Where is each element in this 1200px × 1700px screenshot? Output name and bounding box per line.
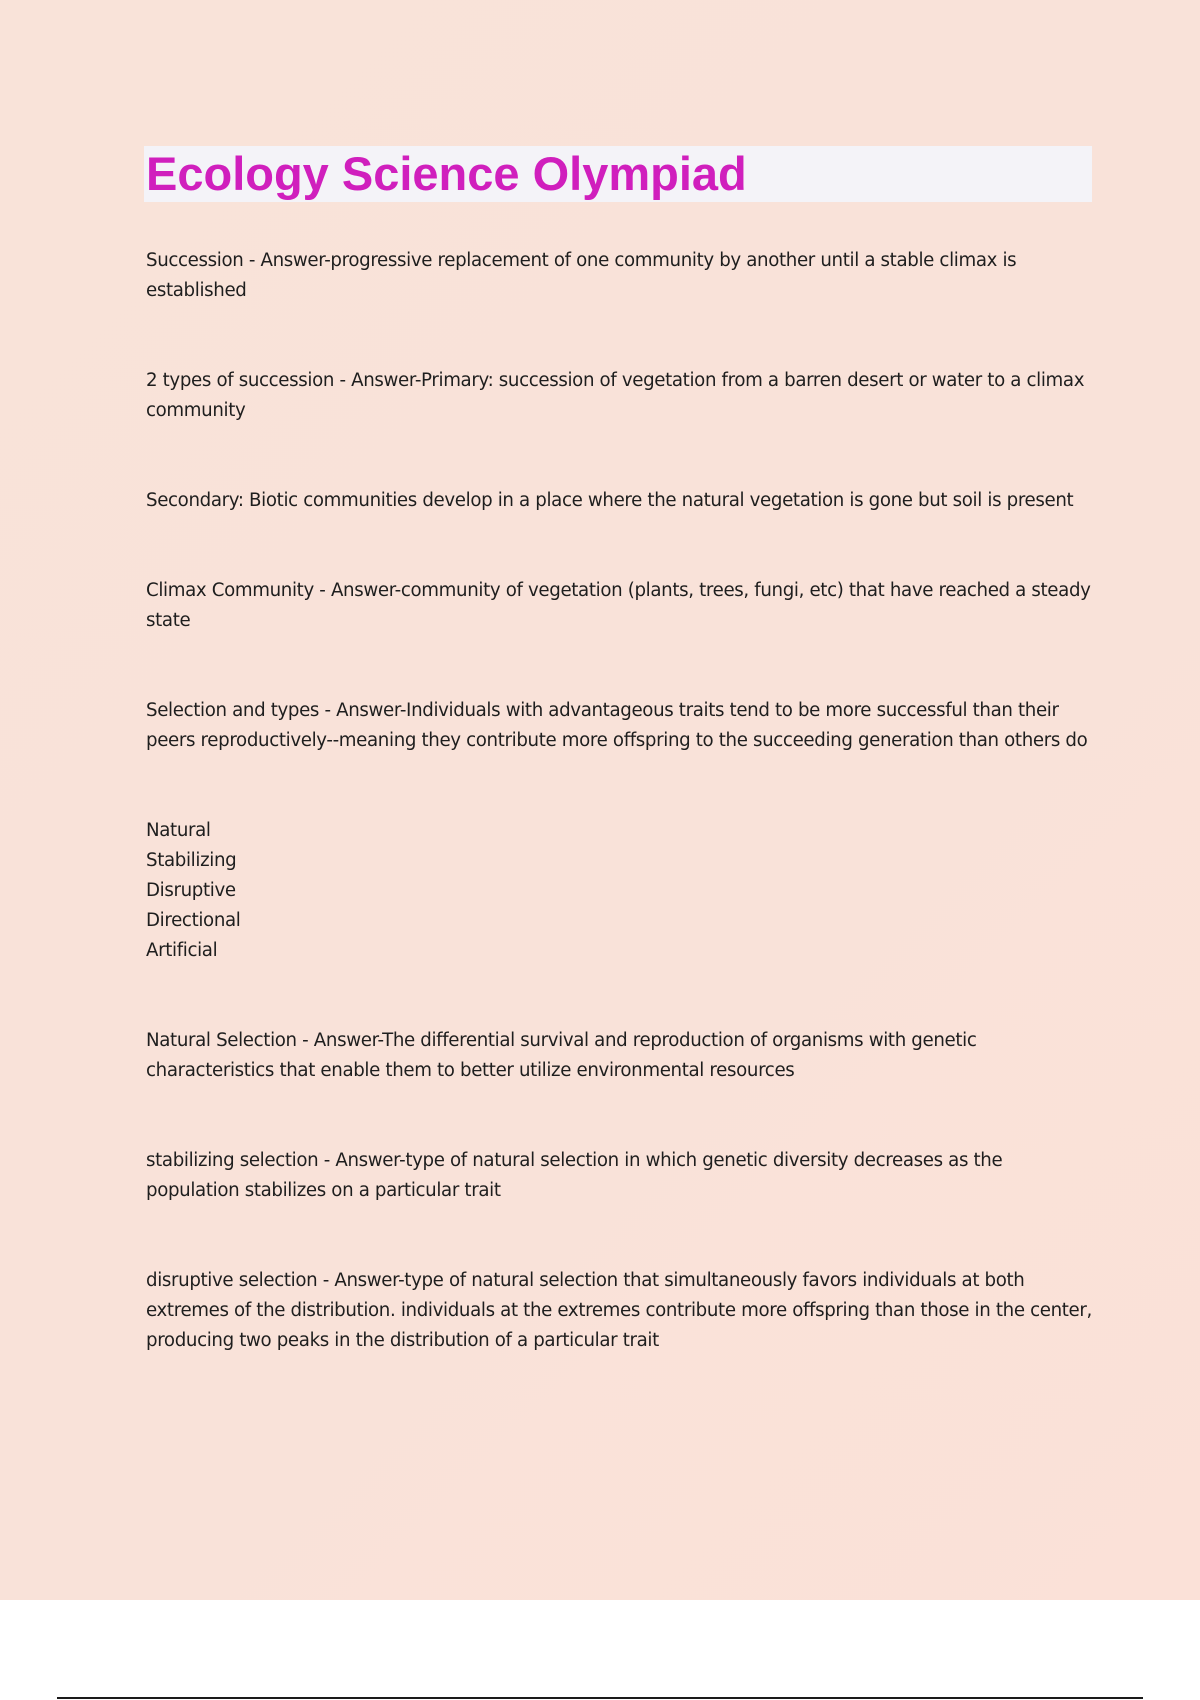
list-item: Disruptive [146, 880, 236, 901]
entry-climax-community: Climax Community - Answer-community of vegetation (plants, trees, fungi, etc) that have reached a steady state [146, 580, 1091, 631]
list-item: Stabilizing [146, 850, 237, 871]
list-item: Natural [146, 820, 211, 841]
entry-selection-and-types: Selection and types - Answer-Individuals with advantageous traits tend to be more successful than their peers reproductively--meaning they contribute more offspring to the succeeding generation than others do [146, 700, 1088, 751]
entry-types-of-succession: 2 types of succession - Answer-Primary: succession of vegetation from a barren desert or water to a climax community [146, 370, 1085, 421]
list-item: Directional [146, 910, 241, 931]
selection-types-list [146, 816, 1094, 966]
document-body [146, 246, 1094, 1356]
entry-disruptive-selection: disruptive selection - Answer-type of natural selection that simultaneously favors individuals at both extremes of the distribution. individuals at the extremes contribute more offspring than those in the center, producing two peaks in the distribution of a particular trait [146, 1270, 1092, 1351]
entry-natural-selection: Natural Selection - Answer-The differential survival and reproduction of organisms with genetic characteristics that enable them to better utilize environmental resources [146, 1030, 977, 1081]
footer-rule [57, 1697, 1143, 1699]
entry-succession: Succession - Answer-progressive replacement of one community by another until a stable climax is established [146, 250, 1017, 301]
entry-secondary-succession: Secondary: Biotic communities develop in a place where the natural vegetation is gone but soil is present [146, 490, 1074, 511]
list-item: Artificial [146, 940, 218, 961]
document-title: Ecology Science Olympiad [146, 147, 747, 200]
entry-stabilizing-selection: stabilizing selection - Answer-type of natural selection in which genetic diversity decreases as the population stabilizes on a particular trait [146, 1150, 1003, 1201]
